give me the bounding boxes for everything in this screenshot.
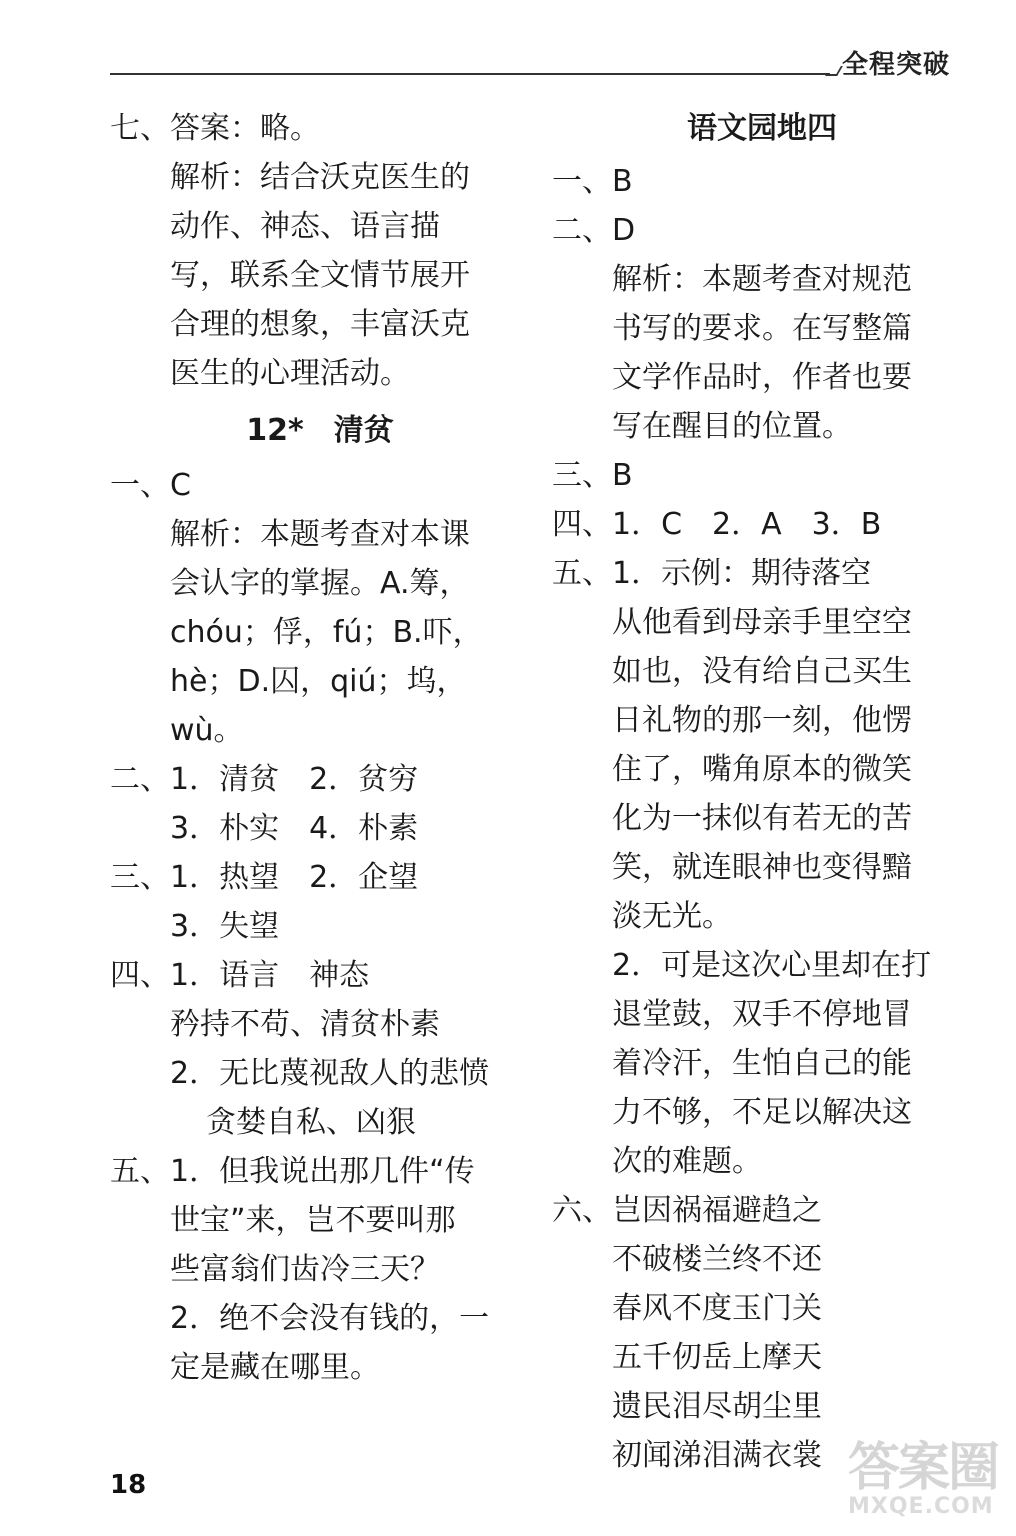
answer-line: 书写的要求。在写整篇 [612,311,912,346]
answer-line: 遗民泪尽胡尘里 [612,1389,822,1424]
answer-line: 不破楼兰终不还 [612,1242,822,1277]
answer-line: 合理的想象，丰富沃克 [170,307,470,342]
answer-line: 从他看到母亲手里空空 [612,605,912,640]
answer-line: 2．绝不会没有钱的，一 [170,1301,490,1336]
answer-line: 七、答案：略。 [110,111,320,146]
answer-line: 动作、神态、语言描 [170,209,440,244]
answer-line: 贪婪自私、凶狠 [206,1105,416,1140]
answer-line: 三、1．热望 2．企望 [110,860,419,895]
left-answers-block-2 [110,461,530,1392]
header-rule-hook [825,66,843,76]
answer-line: 3．朴实 4．朴素 [170,811,419,846]
answer-line: 解析：结合沃克医生的 [170,160,470,195]
brand-title: 全程突破 [842,50,951,80]
answer-line: 写，联系全文情节展开 [170,258,470,293]
answer-line: 四、1．C 2．A 3．B [552,507,882,542]
answer-line: 五千仞岳上摩天 [612,1340,822,1375]
answer-line: chóu；俘，fú；B.吓， [170,615,483,650]
answer-line: wù。 [170,713,244,748]
answer-line: 二、1．清贫 2．贫穷 [110,762,419,797]
answer-line: 初闻涕泪满衣裳 [612,1438,822,1473]
answer-line: 3．失望 [170,909,280,944]
answer-line: 六、岂因祸福避趋之 [552,1193,822,1228]
right-answers-block [552,157,972,1480]
answer-line: 会认字的掌握。A.筹， [170,566,470,601]
header-rule [110,73,830,75]
answer-line: 世宝”来，岂不要叫那 [170,1203,456,1238]
answer-line: hè；D.囚，qiú；坞， [170,664,467,699]
answer-line: 2．无比蔑视敌人的悲愤 [170,1056,490,1091]
answer-line: 淡无光。 [612,899,732,934]
answer-line: 定是藏在哪里。 [170,1350,380,1385]
watermark-url: MXQE.COM [848,1494,994,1519]
answer-line: 写在醒目的位置。 [612,409,852,444]
section-title-yuwen-yuandi: 语文园地四 [687,111,837,146]
answer-line: 医生的心理活动。 [170,356,410,391]
answer-line: 解析：本题考查对本课 [170,517,470,552]
answer-line: 一、B [552,164,633,199]
right-column [552,104,972,1480]
answer-line: 二、D [552,213,636,248]
answer-line: 着冷汗，生怕自己的能 [612,1046,912,1081]
answer-line: 化为一抹似有若无的苦 [612,801,912,836]
section-title-lesson-12: 12* 清贫 [246,413,394,448]
answer-line: 五、1．但我说出那几件“传 [110,1154,475,1189]
watermark-logo [848,1437,999,1520]
answer-line: 住了，嘴角原本的微笑 [612,752,912,787]
watermark-logo-text: 答案圈 [848,1437,999,1498]
answer-line: 力不够，不足以解决这 [612,1095,912,1130]
answer-line: 2．可是这次心里却在打 [612,948,932,983]
answer-line: 如也，没有给自己买生 [612,654,912,689]
answer-line: 日礼物的那一刻，他愣 [612,703,912,738]
answer-line: 退堂鼓，双手不停地冒 [612,997,912,1032]
answer-line: 春风不度玉门关 [612,1291,822,1326]
left-column [110,104,530,1392]
answer-line: 笑，就连眼神也变得黯 [612,850,912,885]
answer-line: 四、1．语言 神态 [110,958,370,993]
answer-line: 解析：本题考查对规范 [612,262,912,297]
page-number: 18 [110,1470,147,1500]
answer-line: 三、B [552,458,633,493]
left-answers-block-1 [110,104,530,398]
answer-line: 一、C [110,468,191,503]
answer-line: 次的难题。 [612,1144,762,1179]
answer-line: 文学作品时，作者也要 [612,360,912,395]
answer-line: 些富翁们齿冷三天？ [170,1252,440,1287]
answer-line: 五、1．示例：期待落空 [552,556,872,591]
answer-line: 矜持不苟、清贫朴素 [170,1007,440,1042]
